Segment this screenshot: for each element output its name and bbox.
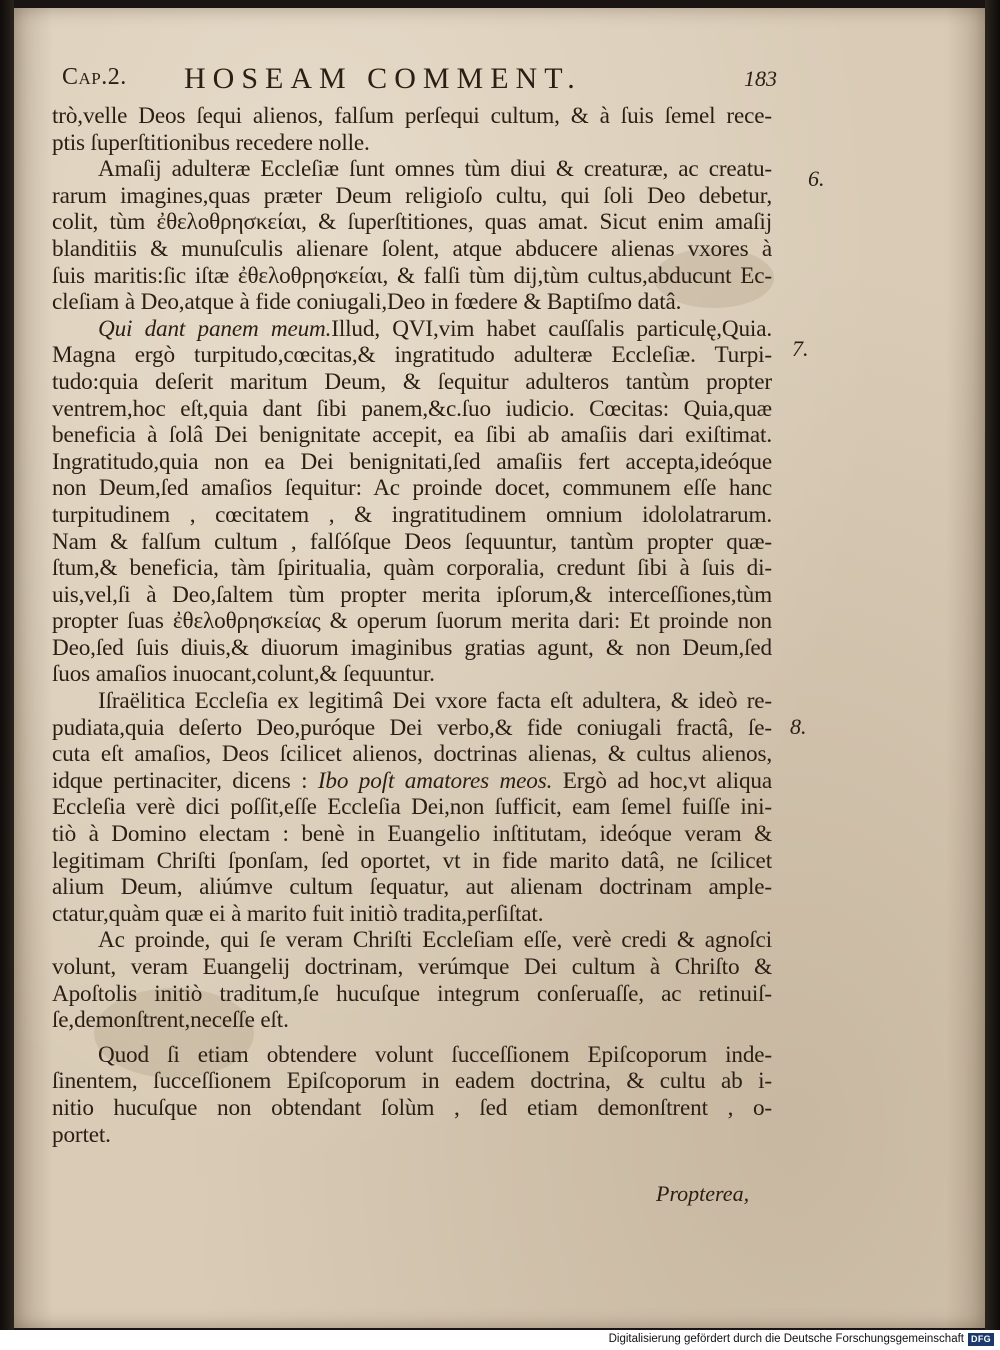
text-line: turpitudinem , cœcitatem , & ingratitudinem omnium idololatrarum.: [52, 501, 772, 528]
text-line-after: Ergò ad hoc,vt aliqua: [552, 767, 772, 794]
text-line: cuta eſt amaſios, Deos ſcilicet alienos, doctrinas alienas, & cultus alienos,: [52, 741, 772, 768]
text-line: Apoſtolis initiò traditum,ſe hucuſque integrum conſeruaſſe, ac retinuiſ-: [52, 980, 772, 1007]
text-line: Magna ergò turpitudo,cœcitas,& ingratitudo adulteræ Eccleſiæ. Turpi-: [52, 342, 772, 369]
text-line: nitio hucuſque non obtendant ſolùm , ſed etiam demonſtrent , o-: [52, 1094, 772, 1121]
margin-note-7: 7.: [792, 336, 809, 361]
running-head: [62, 60, 892, 100]
text-line: uis,vel,ſi à Deo,ſaltem tùm propter merita ipſorum,& interceſſiones,tùm: [52, 581, 772, 608]
paragraph-gap: [52, 1034, 772, 1042]
text-line: Ingratitudo,quia non ea Dei benignitati,ſed amaſiis fert accepta,ideóque: [52, 448, 772, 475]
dfg-logo-icon: DFG: [968, 1333, 994, 1346]
text-line: Iſraëlitica Eccleſia ex legitimâ Dei vxore facta eſt adultera, & ideò re-: [98, 688, 772, 715]
text-line: ſinentem, ſucceſſionem Epiſcoporum in eadem doctrina, & cultu ab i-: [52, 1068, 772, 1095]
quotation-italic: Ibo poſt amatores meos.: [317, 767, 553, 794]
text-line: ſtum,& beneficia, tàm ſpiritualia, quàm corporalia, credunt ſibi à ſuis di-: [52, 555, 772, 582]
text-line: ventrem,hoc eſt,quia dant ſibi panem,&c.ſuo iudicio. Cœcitas: Quia,quæ: [52, 395, 772, 422]
chapter-label: Cap.2.: [62, 64, 127, 90]
lemma-italic: Qui dant panem meum.: [98, 315, 332, 342]
text-line: Nam & falſum cultum , falſóſque Deos ſequuntur, tantùm propter quæ-: [52, 528, 772, 555]
text-line: [52, 316, 772, 343]
text-line: ſuis maritis:ſic iſtæ ἐθελοθρησκείαι, & falſi tùm dij,tùm cultus,abducunt Ec-: [52, 262, 772, 289]
paragraph-israelitica: [52, 688, 772, 927]
margin-note-6: 6.: [808, 166, 825, 191]
paragraph-amasij: [52, 156, 772, 316]
text-line: Deo,ſed ſuis diuis,& diuorum imaginibus gratias agunt, & non Deum,ſed: [52, 634, 772, 661]
text-line: Amaſij adulteræ Eccleſiæ ſunt omnes tùm diui & creaturæ, ac creatu-: [98, 156, 772, 183]
text-line: propter ſuas ἐθελοθρησκείας & operum ſuorum merita dari: Et proinde non: [52, 608, 772, 635]
paragraph-qui-dant-panem: [52, 316, 772, 688]
text-line: volunt, veram Euangelij doctrinam, verúmque Dei cultum à Chriſto &: [52, 954, 772, 980]
catchword: Propterea,: [656, 1181, 750, 1206]
text-line: ſe,demonſtrent,neceſſe eſt.: [52, 1007, 289, 1034]
text-line: pudiata,quia deſerto Deo,puróque Dei verbo,& fide coniugali fractâ, ſe-: [52, 714, 772, 741]
paragraph-ac-proinde: [52, 927, 772, 1033]
text-line: ſuos amaſios inuocant,colunt,& ſequuntur.: [52, 661, 435, 688]
digitization-footer: [0, 1330, 1000, 1350]
text-line: beneficia à ſolâ Dei benignitate accepit, ea ſibi ab amaſiis dari exiſtimat.: [52, 422, 772, 449]
paragraph-continuation: [52, 103, 772, 156]
text-line: [52, 768, 772, 795]
text-line-before: idque pertinaciter, dicens :: [52, 767, 318, 794]
text-line: tudo:quia deſerit maritum Deum, & ſequitur adulteros tantùm propter: [52, 368, 772, 395]
paragraph-quod-si: [52, 1042, 772, 1148]
text-line-rest: Illud, QVI,vim habet cauſſalis particulę,Quia.: [331, 315, 773, 342]
text-line: cleſiam à Deo,atque à fide coniugali,Deo in fœdere & Baptiſmo datâ.: [52, 289, 682, 316]
text-line: Ac proinde, qui ſe veram Chriſti Eccleſiam eſſe, verè credi & agnoſci: [98, 927, 772, 954]
text-line: rarum imagines,quas præter Deum religioſo cultu, qui ſoli Deo debetur,: [52, 182, 772, 209]
scan-frame-right: [985, 0, 1000, 1330]
text-line: portet.: [52, 1121, 111, 1148]
funding-notice: Digitalisierung gefördert durch die Deutsche Forschungsgemeinschaft: [608, 1333, 964, 1345]
main-text-block: [52, 103, 772, 1148]
text-line: Quod ſi etiam obtendere volunt ſucceſſionem Epiſcoporum inde-: [98, 1041, 772, 1068]
text-line: colit, tùm ἐθελοθρησκείαι, & ſuperſtitiones, quas amat. Sicut enim amaſij: [52, 209, 772, 236]
text-line: Eccleſia verè dici poſſit,eſſe Eccleſia Dei,non ſufficit, eam ſemel fuiſſe ini-: [52, 794, 772, 821]
text-line: non Deum,ſed amaſios ſequitur: Ac proinde docet, communem eſſe hanc: [52, 475, 772, 502]
text-line: ptis ſuperſtitionibus recedere nolle.: [52, 129, 370, 156]
text-line: trò,velle Deos ſequi alienos, falſum perſequi cultum, & à ſuis ſemel rece-: [52, 103, 772, 129]
text-line: alium Deum, aliúmve cultum ſequatur, aut alienam doctrinam ample-: [52, 874, 772, 901]
margin-note-8: 8.: [790, 714, 807, 739]
running-title: HOSEAM COMMENT.: [184, 62, 582, 95]
text-line: tiò à Domino electam : benè in Euangelio inſtitutam, ideóque veram &: [52, 821, 772, 848]
scan-frame-left: [0, 0, 14, 1330]
text-line: blanditiis & munuſculis alienare ſolent, atque abducere alienas vxores à: [52, 235, 772, 262]
page-number: 183: [744, 66, 777, 91]
text-line: ctatur,quàm quæ ei à marito fuit initiò tradita,perſiſtat.: [52, 900, 544, 927]
text-line: legitimam Chriſti ſponſam, ſed oportet, vt in fide marito datâ, ne ſcilicet: [52, 847, 772, 874]
